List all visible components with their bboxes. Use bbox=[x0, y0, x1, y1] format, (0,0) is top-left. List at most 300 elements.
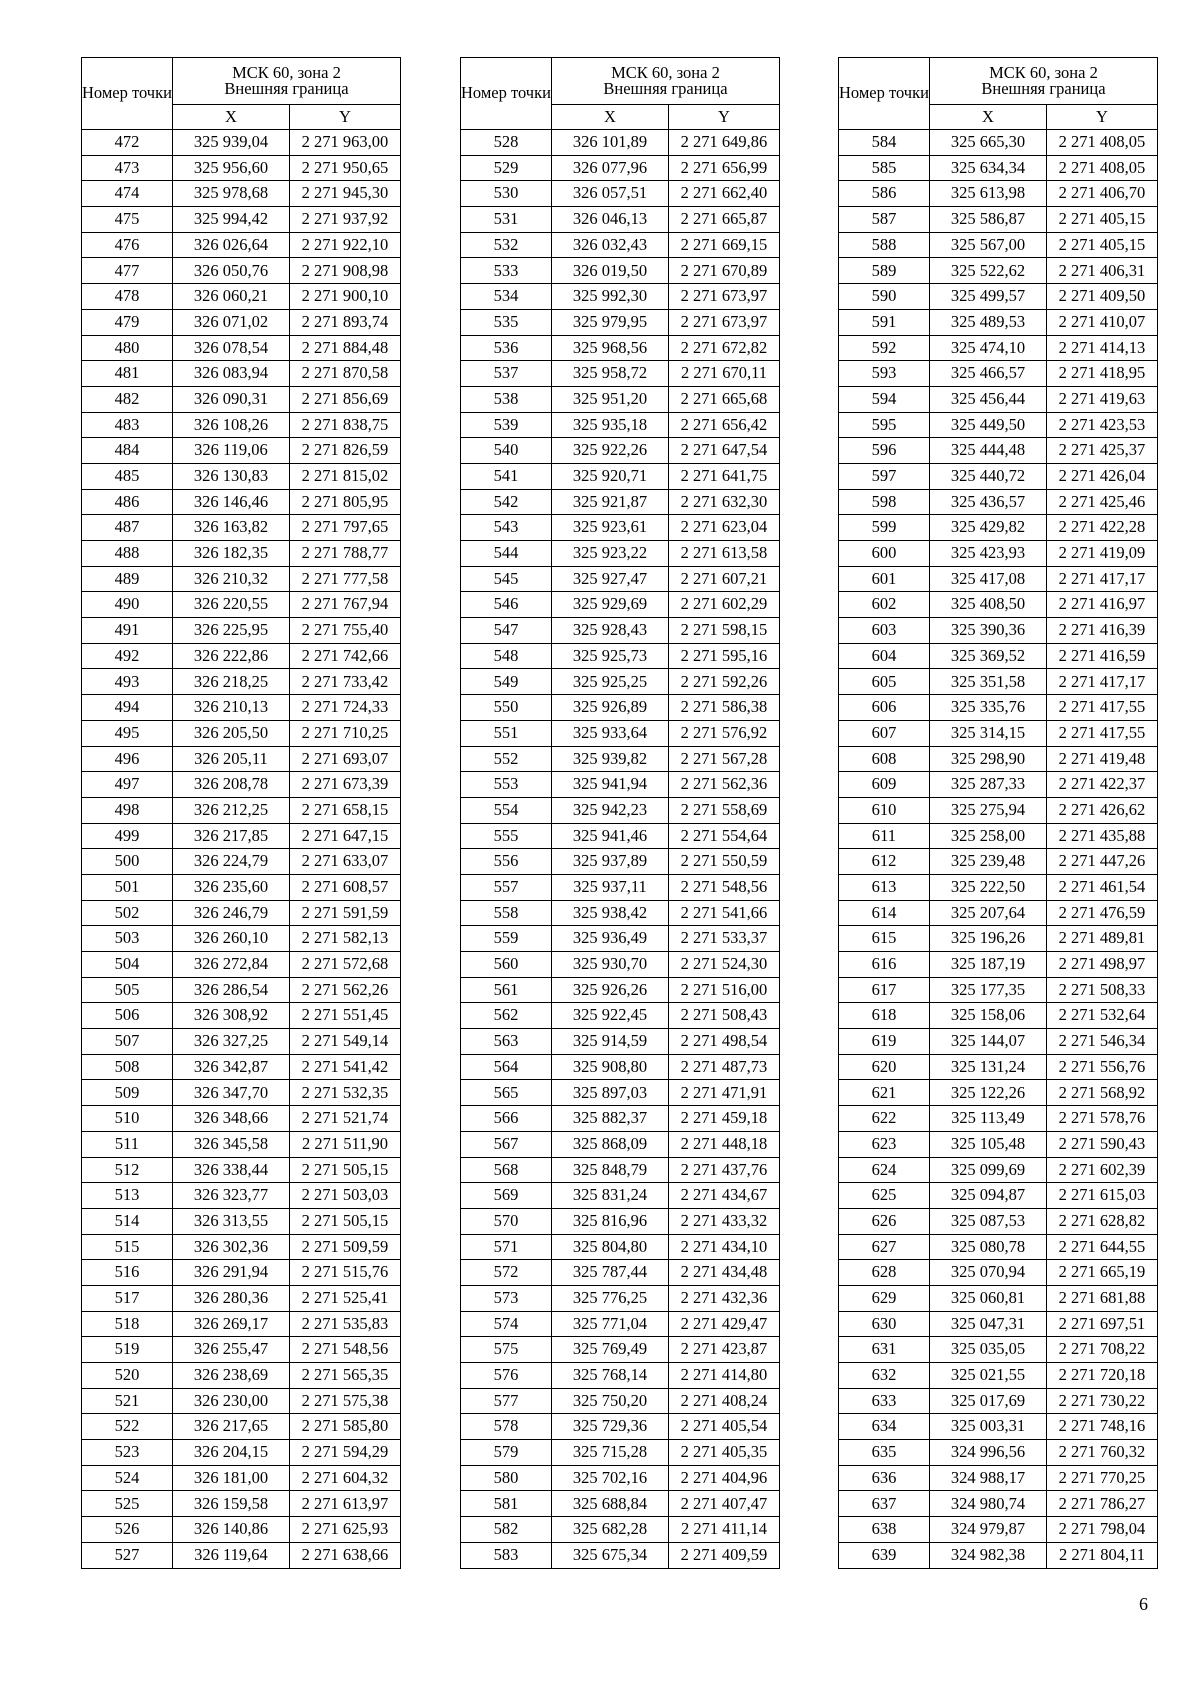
table-row bbox=[82, 1337, 401, 1363]
point-number-cell: 477 bbox=[82, 258, 173, 284]
table-row bbox=[461, 618, 780, 644]
point-number-cell: 496 bbox=[82, 746, 173, 772]
table-row bbox=[461, 1465, 780, 1491]
point-number-cell: 507 bbox=[82, 1029, 173, 1055]
y-coordinate-cell: 2 271 416,59 bbox=[1046, 643, 1157, 669]
table-row bbox=[839, 1029, 1158, 1055]
point-number-cell: 626 bbox=[839, 1208, 930, 1234]
x-coordinate-cell: 325 978,68 bbox=[172, 181, 289, 207]
x-coordinate-cell: 326 032,43 bbox=[551, 232, 668, 258]
table-row bbox=[461, 849, 780, 875]
table-row bbox=[839, 181, 1158, 207]
point-number-cell: 521 bbox=[82, 1388, 173, 1414]
table-row bbox=[461, 1234, 780, 1260]
y-coordinate-cell: 2 271 670,11 bbox=[668, 361, 779, 387]
x-coordinate-cell: 325 922,45 bbox=[551, 1003, 668, 1029]
point-number-cell: 564 bbox=[461, 1054, 552, 1080]
table-row bbox=[82, 232, 401, 258]
x-coordinate-cell: 324 988,17 bbox=[929, 1465, 1046, 1491]
y-coordinate-cell: 2 271 525,41 bbox=[289, 1285, 400, 1311]
table-row bbox=[82, 335, 401, 361]
y-coordinate-cell: 2 271 670,89 bbox=[668, 258, 779, 284]
point-number-cell: 522 bbox=[82, 1414, 173, 1440]
y-coordinate-cell: 2 271 647,15 bbox=[289, 823, 400, 849]
x-coordinate-cell: 325 937,89 bbox=[551, 849, 668, 875]
point-number-cell: 595 bbox=[839, 412, 930, 438]
point-number-cell: 625 bbox=[839, 1183, 930, 1209]
table-row bbox=[461, 772, 780, 798]
x-coordinate-cell: 325 994,42 bbox=[172, 207, 289, 233]
y-coordinate-cell: 2 271 602,29 bbox=[668, 592, 779, 618]
table-row bbox=[839, 1440, 1158, 1466]
x-coordinate-cell: 326 347,70 bbox=[172, 1080, 289, 1106]
point-number-cell: 575 bbox=[461, 1337, 552, 1363]
point-number-cell: 637 bbox=[839, 1491, 930, 1517]
x-coordinate-cell: 325 390,36 bbox=[929, 618, 1046, 644]
x-coordinate-cell: 326 159,58 bbox=[172, 1491, 289, 1517]
table-row bbox=[461, 207, 780, 233]
table-row bbox=[839, 695, 1158, 721]
y-coordinate-cell: 2 271 578,76 bbox=[1046, 1106, 1157, 1132]
x-coordinate-cell: 325 908,80 bbox=[551, 1054, 668, 1080]
table-row bbox=[461, 977, 780, 1003]
point-number-cell: 630 bbox=[839, 1311, 930, 1337]
y-coordinate-cell: 2 271 405,54 bbox=[668, 1414, 779, 1440]
y-coordinate-cell: 2 271 565,35 bbox=[289, 1363, 400, 1389]
x-coordinate-cell: 325 675,34 bbox=[551, 1542, 668, 1568]
x-coordinate-cell: 326 230,00 bbox=[172, 1388, 289, 1414]
point-number-cell: 472 bbox=[82, 130, 173, 156]
y-coordinate-cell: 2 271 730,22 bbox=[1046, 1388, 1157, 1414]
table-row bbox=[461, 1080, 780, 1106]
y-coordinate-cell: 2 271 665,68 bbox=[668, 386, 779, 412]
point-number-cell: 476 bbox=[82, 232, 173, 258]
point-number-cell: 481 bbox=[82, 361, 173, 387]
point-number-cell: 614 bbox=[839, 900, 930, 926]
point-number-cell: 592 bbox=[839, 335, 930, 361]
table-row bbox=[461, 181, 780, 207]
point-number-cell: 510 bbox=[82, 1106, 173, 1132]
point-number-cell: 475 bbox=[82, 207, 173, 233]
y-coordinate-cell: 2 271 681,88 bbox=[1046, 1285, 1157, 1311]
table-row bbox=[461, 155, 780, 181]
point-number-cell: 567 bbox=[461, 1131, 552, 1157]
y-coordinate-cell: 2 271 804,11 bbox=[1046, 1542, 1157, 1568]
x-coordinate-cell: 325 939,04 bbox=[172, 130, 289, 156]
x-coordinate-cell: 326 108,26 bbox=[172, 412, 289, 438]
table-row bbox=[839, 1157, 1158, 1183]
table-row bbox=[82, 823, 401, 849]
x-coordinate-cell: 326 291,94 bbox=[172, 1260, 289, 1286]
table-row bbox=[461, 926, 780, 952]
table-row bbox=[461, 874, 780, 900]
table-row bbox=[839, 1542, 1158, 1568]
x-coordinate-cell: 326 077,96 bbox=[551, 155, 668, 181]
point-number-cell: 534 bbox=[461, 284, 552, 310]
point-number-cell: 591 bbox=[839, 309, 930, 335]
table-row bbox=[82, 438, 401, 464]
table-row bbox=[461, 1414, 780, 1440]
point-number-cell: 574 bbox=[461, 1311, 552, 1337]
y-coordinate-cell: 2 271 416,39 bbox=[1046, 618, 1157, 644]
table-row bbox=[82, 489, 401, 515]
y-coordinate-cell: 2 271 562,36 bbox=[668, 772, 779, 798]
table-row bbox=[461, 463, 780, 489]
y-coordinate-cell: 2 271 669,15 bbox=[668, 232, 779, 258]
x-coordinate-cell: 325 499,57 bbox=[929, 284, 1046, 310]
x-coordinate-cell: 325 314,15 bbox=[929, 720, 1046, 746]
table-row bbox=[839, 900, 1158, 926]
table-row bbox=[461, 720, 780, 746]
x-coordinate-cell: 325 474,10 bbox=[929, 335, 1046, 361]
y-coordinate-cell: 2 271 509,59 bbox=[289, 1234, 400, 1260]
point-number-cell: 597 bbox=[839, 463, 930, 489]
x-coordinate-cell: 325 099,69 bbox=[929, 1157, 1046, 1183]
table-row bbox=[82, 952, 401, 978]
table-row bbox=[82, 977, 401, 1003]
table-row bbox=[461, 412, 780, 438]
x-coordinate-cell: 326 246,79 bbox=[172, 900, 289, 926]
x-coordinate-cell: 326 338,44 bbox=[172, 1157, 289, 1183]
x-coordinate-cell: 325 958,72 bbox=[551, 361, 668, 387]
x-coordinate-cell: 326 101,89 bbox=[551, 130, 668, 156]
y-coordinate-cell: 2 271 665,19 bbox=[1046, 1260, 1157, 1286]
point-number-cell: 619 bbox=[839, 1029, 930, 1055]
table-row bbox=[461, 1131, 780, 1157]
x-coordinate-cell: 326 130,83 bbox=[172, 463, 289, 489]
x-coordinate-cell: 326 222,86 bbox=[172, 643, 289, 669]
table-row bbox=[82, 797, 401, 823]
x-coordinate-cell: 326 204,15 bbox=[172, 1440, 289, 1466]
y-coordinate-cell: 2 271 592,26 bbox=[668, 669, 779, 695]
y-coordinate-cell: 2 271 595,16 bbox=[668, 643, 779, 669]
x-coordinate-cell: 325 926,26 bbox=[551, 977, 668, 1003]
x-coordinate-cell: 325 122,26 bbox=[929, 1080, 1046, 1106]
point-number-cell: 518 bbox=[82, 1311, 173, 1337]
x-coordinate-cell: 325 933,64 bbox=[551, 720, 668, 746]
y-coordinate-cell: 2 271 426,04 bbox=[1046, 463, 1157, 489]
table-row bbox=[82, 207, 401, 233]
table-row bbox=[461, 232, 780, 258]
y-coordinate-cell: 2 271 720,18 bbox=[1046, 1363, 1157, 1389]
x-coordinate-cell: 325 848,79 bbox=[551, 1157, 668, 1183]
x-coordinate-cell: 326 345,58 bbox=[172, 1131, 289, 1157]
table-row bbox=[461, 1542, 780, 1568]
x-coordinate-cell: 325 207,64 bbox=[929, 900, 1046, 926]
y-coordinate-cell: 2 271 437,76 bbox=[668, 1157, 779, 1183]
point-number-cell: 622 bbox=[839, 1106, 930, 1132]
point-number-cell: 483 bbox=[82, 412, 173, 438]
y-coordinate-cell: 2 271 572,68 bbox=[289, 952, 400, 978]
point-number-header: Номер точки bbox=[839, 58, 930, 130]
point-number-cell: 590 bbox=[839, 284, 930, 310]
point-number-cell: 541 bbox=[461, 463, 552, 489]
table-row bbox=[82, 695, 401, 721]
point-number-cell: 495 bbox=[82, 720, 173, 746]
y-coordinate-cell: 2 271 656,99 bbox=[668, 155, 779, 181]
table-row bbox=[82, 130, 401, 156]
x-coordinate-cell: 325 816,96 bbox=[551, 1208, 668, 1234]
y-header: Y bbox=[289, 105, 400, 130]
x-coordinate-cell: 325 113,49 bbox=[929, 1106, 1046, 1132]
x-coordinate-cell: 325 930,70 bbox=[551, 952, 668, 978]
y-coordinate-cell: 2 271 797,65 bbox=[289, 515, 400, 541]
point-number-cell: 577 bbox=[461, 1388, 552, 1414]
y-coordinate-cell: 2 271 805,95 bbox=[289, 489, 400, 515]
x-coordinate-cell: 326 217,85 bbox=[172, 823, 289, 849]
y-coordinate-cell: 2 271 532,35 bbox=[289, 1080, 400, 1106]
table-row bbox=[461, 1363, 780, 1389]
y-coordinate-cell: 2 271 647,54 bbox=[668, 438, 779, 464]
x-coordinate-cell: 325 804,80 bbox=[551, 1234, 668, 1260]
point-number-cell: 618 bbox=[839, 1003, 930, 1029]
x-coordinate-cell: 325 466,57 bbox=[929, 361, 1046, 387]
table-row bbox=[82, 618, 401, 644]
x-coordinate-cell: 325 787,44 bbox=[551, 1260, 668, 1286]
y-coordinate-cell: 2 271 414,80 bbox=[668, 1363, 779, 1389]
point-number-cell: 557 bbox=[461, 874, 552, 900]
point-number-cell: 602 bbox=[839, 592, 930, 618]
x-coordinate-cell: 325 094,87 bbox=[929, 1183, 1046, 1209]
y-coordinate-cell: 2 271 697,51 bbox=[1046, 1311, 1157, 1337]
coordinates-table-2 bbox=[460, 57, 780, 1569]
point-number-cell: 565 bbox=[461, 1080, 552, 1106]
y-coordinate-cell: 2 271 815,02 bbox=[289, 463, 400, 489]
x-coordinate-cell: 325 158,06 bbox=[929, 1003, 1046, 1029]
y-coordinate-cell: 2 271 541,42 bbox=[289, 1054, 400, 1080]
table-row bbox=[82, 1542, 401, 1568]
y-coordinate-cell: 2 271 489,81 bbox=[1046, 926, 1157, 952]
point-number-cell: 616 bbox=[839, 952, 930, 978]
y-coordinate-cell: 2 271 516,00 bbox=[668, 977, 779, 1003]
y-header: Y bbox=[668, 105, 779, 130]
point-number-cell: 594 bbox=[839, 386, 930, 412]
y-coordinate-cell: 2 271 767,94 bbox=[289, 592, 400, 618]
point-number-cell: 490 bbox=[82, 592, 173, 618]
x-coordinate-cell: 325 449,50 bbox=[929, 412, 1046, 438]
table-row bbox=[82, 720, 401, 746]
x-coordinate-cell: 325 951,20 bbox=[551, 386, 668, 412]
table-row bbox=[461, 669, 780, 695]
table-row bbox=[82, 284, 401, 310]
y-coordinate-cell: 2 271 515,76 bbox=[289, 1260, 400, 1286]
y-coordinate-cell: 2 271 945,30 bbox=[289, 181, 400, 207]
table-row bbox=[461, 695, 780, 721]
x-coordinate-cell: 325 429,82 bbox=[929, 515, 1046, 541]
x-coordinate-cell: 325 702,16 bbox=[551, 1465, 668, 1491]
table-row bbox=[839, 1183, 1158, 1209]
table-row bbox=[839, 284, 1158, 310]
point-number-cell: 535 bbox=[461, 309, 552, 335]
x-coordinate-cell: 325 444,48 bbox=[929, 438, 1046, 464]
table-row bbox=[461, 1208, 780, 1234]
table-row bbox=[839, 155, 1158, 181]
table-row bbox=[82, 566, 401, 592]
y-coordinate-cell: 2 271 417,55 bbox=[1046, 695, 1157, 721]
point-number-cell: 547 bbox=[461, 618, 552, 644]
x-coordinate-cell: 325 938,42 bbox=[551, 900, 668, 926]
table-row bbox=[82, 309, 401, 335]
point-number-cell: 624 bbox=[839, 1157, 930, 1183]
point-number-cell: 489 bbox=[82, 566, 173, 592]
point-number-cell: 636 bbox=[839, 1465, 930, 1491]
x-coordinate-cell: 326 212,25 bbox=[172, 797, 289, 823]
y-coordinate-cell: 2 271 447,26 bbox=[1046, 849, 1157, 875]
table-row bbox=[461, 1183, 780, 1209]
point-number-cell: 487 bbox=[82, 515, 173, 541]
y-coordinate-cell: 2 271 893,74 bbox=[289, 309, 400, 335]
point-number-cell: 604 bbox=[839, 643, 930, 669]
x-coordinate-cell: 325 613,98 bbox=[929, 181, 1046, 207]
y-coordinate-cell: 2 271 710,25 bbox=[289, 720, 400, 746]
x-coordinate-cell: 325 929,69 bbox=[551, 592, 668, 618]
point-number-cell: 569 bbox=[461, 1183, 552, 1209]
point-number-cell: 609 bbox=[839, 772, 930, 798]
y-coordinate-cell: 2 271 417,17 bbox=[1046, 669, 1157, 695]
x-coordinate-cell: 326 210,13 bbox=[172, 695, 289, 721]
table-row bbox=[839, 438, 1158, 464]
x-coordinate-cell: 325 914,59 bbox=[551, 1029, 668, 1055]
y-coordinate-cell: 2 271 755,40 bbox=[289, 618, 400, 644]
table-row bbox=[461, 797, 780, 823]
x-coordinate-cell: 326 313,55 bbox=[172, 1208, 289, 1234]
table-row bbox=[839, 1363, 1158, 1389]
y-coordinate-cell: 2 271 575,38 bbox=[289, 1388, 400, 1414]
x-coordinate-cell: 326 181,00 bbox=[172, 1465, 289, 1491]
point-number-cell: 587 bbox=[839, 207, 930, 233]
table-row bbox=[82, 1029, 401, 1055]
boundary-label: Внешняя граница bbox=[981, 79, 1106, 98]
y-coordinate-cell: 2 271 533,37 bbox=[668, 926, 779, 952]
y-coordinate-cell: 2 271 615,03 bbox=[1046, 1183, 1157, 1209]
x-coordinate-cell: 325 436,57 bbox=[929, 489, 1046, 515]
point-number-cell: 525 bbox=[82, 1491, 173, 1517]
table-row bbox=[839, 1517, 1158, 1543]
x-coordinate-cell: 325 417,08 bbox=[929, 566, 1046, 592]
y-coordinate-cell: 2 271 556,76 bbox=[1046, 1054, 1157, 1080]
point-number-cell: 589 bbox=[839, 258, 930, 284]
x-coordinate-cell: 326 255,47 bbox=[172, 1337, 289, 1363]
table-row bbox=[82, 541, 401, 567]
y-coordinate-cell: 2 271 724,33 bbox=[289, 695, 400, 721]
table-row bbox=[839, 1388, 1158, 1414]
y-coordinate-cell: 2 271 708,22 bbox=[1046, 1337, 1157, 1363]
point-number-cell: 638 bbox=[839, 1517, 930, 1543]
table-row bbox=[461, 1517, 780, 1543]
x-coordinate-cell: 325 926,89 bbox=[551, 695, 668, 721]
table-row bbox=[461, 900, 780, 926]
x-coordinate-cell: 325 087,53 bbox=[929, 1208, 1046, 1234]
x-coordinate-cell: 325 335,76 bbox=[929, 695, 1046, 721]
y-coordinate-cell: 2 271 434,10 bbox=[668, 1234, 779, 1260]
y-coordinate-cell: 2 271 594,29 bbox=[289, 1440, 400, 1466]
table-row bbox=[82, 412, 401, 438]
point-number-cell: 509 bbox=[82, 1080, 173, 1106]
y-coordinate-cell: 2 271 922,10 bbox=[289, 232, 400, 258]
x-coordinate-cell: 325 060,81 bbox=[929, 1285, 1046, 1311]
point-number-cell: 517 bbox=[82, 1285, 173, 1311]
y-coordinate-cell: 2 271 585,80 bbox=[289, 1414, 400, 1440]
y-coordinate-cell: 2 271 459,18 bbox=[668, 1106, 779, 1132]
point-number-cell: 617 bbox=[839, 977, 930, 1003]
table-row bbox=[82, 643, 401, 669]
table-row bbox=[82, 181, 401, 207]
x-header: X bbox=[551, 105, 668, 130]
y-coordinate-cell: 2 271 760,32 bbox=[1046, 1440, 1157, 1466]
table-row bbox=[82, 1208, 401, 1234]
y-coordinate-cell: 2 271 884,48 bbox=[289, 335, 400, 361]
x-coordinate-cell: 325 408,50 bbox=[929, 592, 1046, 618]
x-coordinate-cell: 325 522,62 bbox=[929, 258, 1046, 284]
table-row bbox=[461, 335, 780, 361]
point-number-cell: 600 bbox=[839, 541, 930, 567]
y-coordinate-cell: 2 271 503,03 bbox=[289, 1183, 400, 1209]
system-label: МСК 60, зона 2 bbox=[989, 62, 1098, 82]
table-row bbox=[82, 772, 401, 798]
x-coordinate-cell: 325 979,95 bbox=[551, 309, 668, 335]
x-coordinate-cell: 325 634,34 bbox=[929, 155, 1046, 181]
table-row bbox=[839, 1491, 1158, 1517]
point-number-cell: 593 bbox=[839, 361, 930, 387]
point-number-cell: 540 bbox=[461, 438, 552, 464]
table-row bbox=[839, 952, 1158, 978]
x-coordinate-cell: 325 942,23 bbox=[551, 797, 668, 823]
boundary-label: Внешняя граница bbox=[224, 79, 349, 98]
point-number-cell: 606 bbox=[839, 695, 930, 721]
point-number-cell: 516 bbox=[82, 1260, 173, 1286]
y-coordinate-cell: 2 271 432,36 bbox=[668, 1285, 779, 1311]
point-number-cell: 519 bbox=[82, 1337, 173, 1363]
table-row bbox=[839, 618, 1158, 644]
point-number-cell: 511 bbox=[82, 1131, 173, 1157]
y-coordinate-cell: 2 271 434,67 bbox=[668, 1183, 779, 1209]
table-row bbox=[839, 926, 1158, 952]
x-coordinate-cell: 326 235,60 bbox=[172, 874, 289, 900]
point-number-cell: 568 bbox=[461, 1157, 552, 1183]
point-number-cell: 623 bbox=[839, 1131, 930, 1157]
table-row bbox=[82, 874, 401, 900]
x-coordinate-cell: 325 035,05 bbox=[929, 1337, 1046, 1363]
table-row bbox=[82, 1157, 401, 1183]
y-coordinate-cell: 2 271 408,05 bbox=[1046, 155, 1157, 181]
x-header: X bbox=[172, 105, 289, 130]
point-number-cell: 612 bbox=[839, 849, 930, 875]
y-coordinate-cell: 2 271 623,04 bbox=[668, 515, 779, 541]
x-coordinate-cell: 325 831,24 bbox=[551, 1183, 668, 1209]
point-number-cell: 558 bbox=[461, 900, 552, 926]
point-number-cell: 573 bbox=[461, 1285, 552, 1311]
table-row bbox=[82, 386, 401, 412]
point-number-cell: 479 bbox=[82, 309, 173, 335]
y-coordinate-cell: 2 271 748,16 bbox=[1046, 1414, 1157, 1440]
table-row bbox=[839, 515, 1158, 541]
y-coordinate-cell: 2 271 541,66 bbox=[668, 900, 779, 926]
y-coordinate-cell: 2 271 535,83 bbox=[289, 1311, 400, 1337]
y-coordinate-cell: 2 271 487,73 bbox=[668, 1054, 779, 1080]
x-coordinate-cell: 326 225,95 bbox=[172, 618, 289, 644]
point-number-cell: 555 bbox=[461, 823, 552, 849]
table-row bbox=[461, 309, 780, 335]
point-number-cell: 552 bbox=[461, 746, 552, 772]
x-coordinate-cell: 325 351,58 bbox=[929, 669, 1046, 695]
point-number-cell: 515 bbox=[82, 1234, 173, 1260]
y-coordinate-cell: 2 271 628,82 bbox=[1046, 1208, 1157, 1234]
point-number-cell: 506 bbox=[82, 1003, 173, 1029]
y-coordinate-cell: 2 271 673,39 bbox=[289, 772, 400, 798]
table-row bbox=[839, 643, 1158, 669]
y-coordinate-cell: 2 271 435,88 bbox=[1046, 823, 1157, 849]
x-coordinate-cell: 325 423,93 bbox=[929, 541, 1046, 567]
